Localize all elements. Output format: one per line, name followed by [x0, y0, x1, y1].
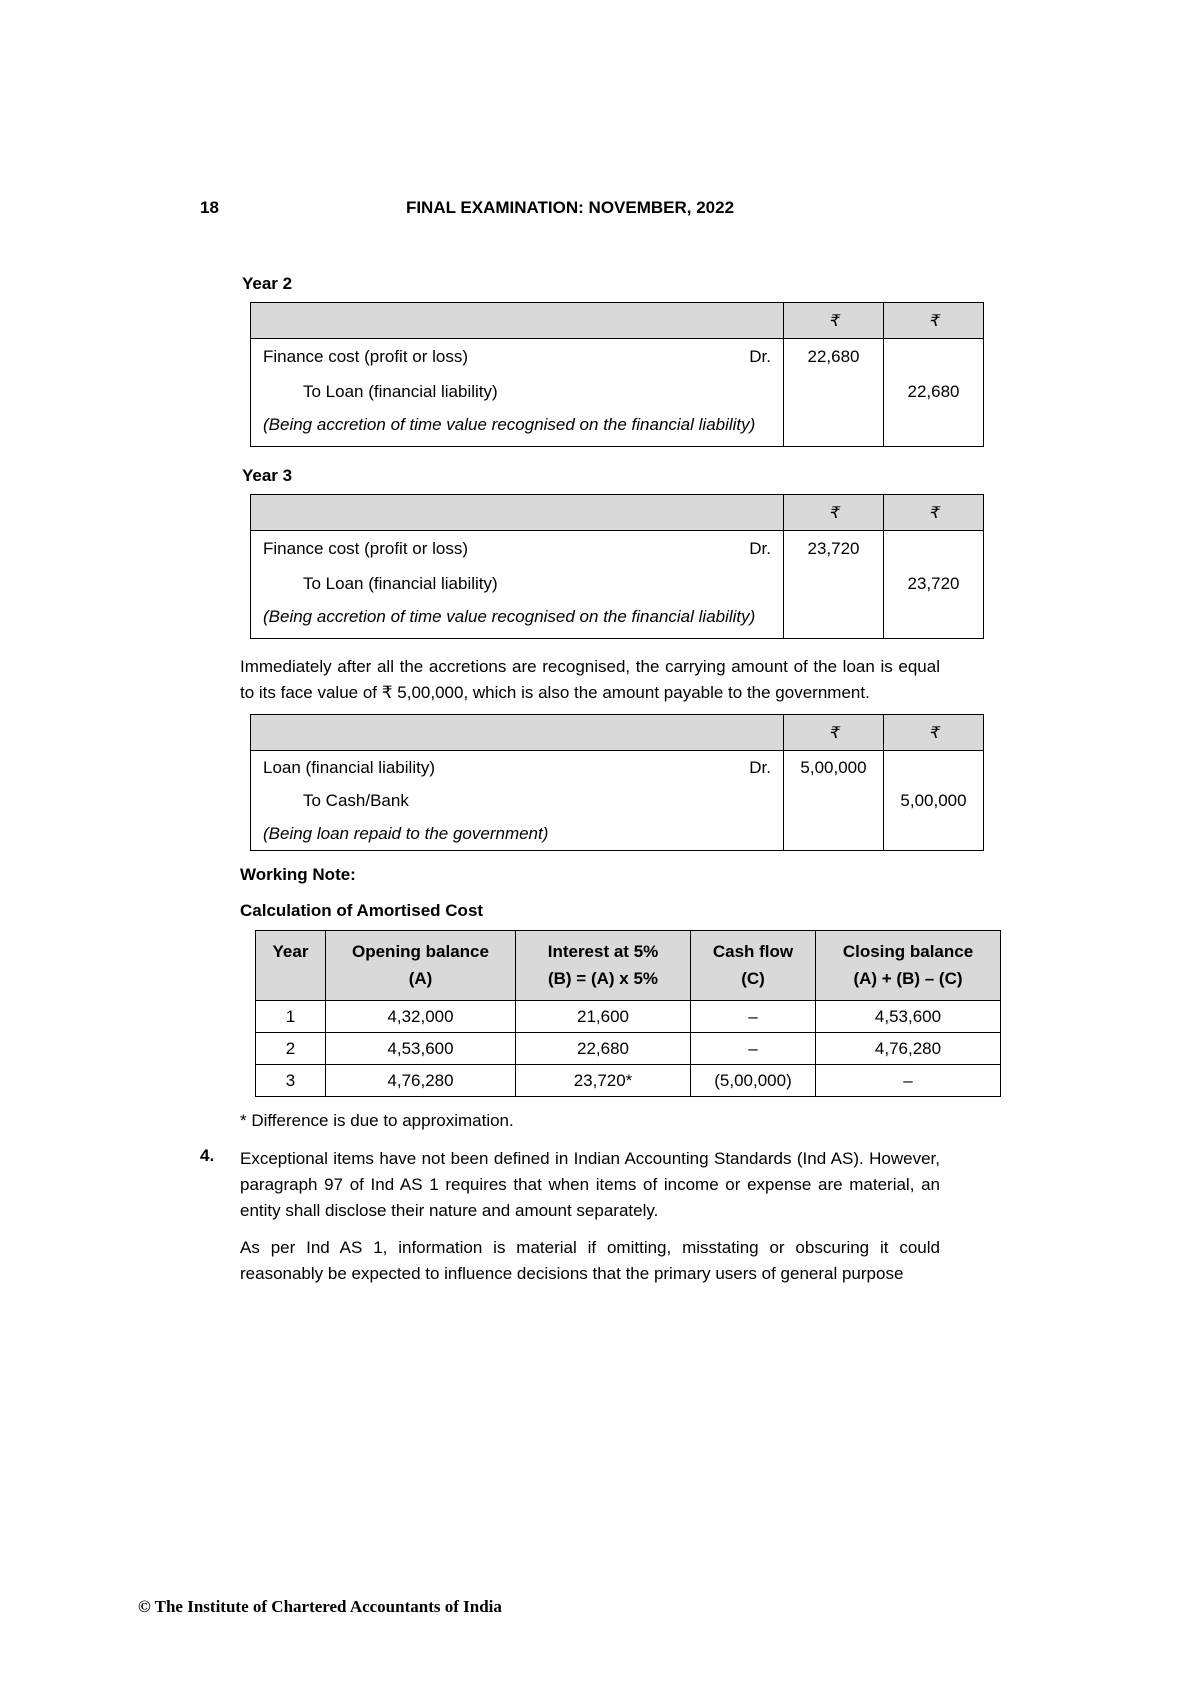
year3-heading: Year 3	[242, 466, 293, 485]
narration: (Being accretion of time value recognised on the financial liability)	[263, 607, 756, 626]
journal-table-year3	[250, 494, 984, 639]
debit-rupee-symbol: ₹	[828, 724, 839, 742]
cell-year: 2	[256, 1033, 326, 1065]
col-header-line: Cash flow	[712, 942, 794, 961]
col-header-line: Opening balance	[352, 942, 489, 961]
col-header-line: (C)	[741, 969, 765, 988]
page-title: FINAL EXAMINATION: NOVEMBER, 2022	[405, 198, 735, 217]
cell-year: 3	[256, 1065, 326, 1097]
debit-rupee-symbol: ₹	[828, 504, 839, 522]
debit-account: Finance cost (profit or loss)	[263, 539, 469, 558]
cell-interest: 23,720*	[516, 1065, 691, 1097]
col-header-cash-flow	[691, 931, 816, 1001]
cell-cash-flow: (5,00,000)	[691, 1065, 816, 1097]
col-header-line: (A) + (B) – (C)	[853, 969, 963, 988]
col-header-line: Closing balance	[842, 942, 974, 961]
journal-body-row	[251, 531, 984, 639]
cell-closing-balance: 4,53,600	[816, 1001, 1001, 1033]
working-note-heading: Working Note:	[240, 865, 356, 884]
journal-header-row	[251, 303, 984, 339]
table-row	[256, 1033, 1001, 1065]
narration: (Being accretion of time value recognised on the financial liability)	[263, 415, 756, 434]
col-header-opening-balance	[326, 931, 516, 1001]
debit-amount: 22,680	[807, 347, 860, 366]
journal-body-row	[251, 751, 984, 851]
item-4-paragraphs	[240, 1146, 940, 1287]
cell-opening-balance: 4,53,600	[326, 1033, 516, 1065]
journal-table-year2	[250, 302, 984, 447]
approximation-footnote: * Difference is due to approximation.	[240, 1111, 514, 1130]
item-4-paragraph-1: Exceptional items have not been defined in Indian Accounting Standards (Ind AS). However, paragraph 97 of Ind AS 1 requires that when items of income or expense are material, an entity shall disclose their nature and amount separately.	[240, 1149, 940, 1220]
debit-rupee-symbol: ₹	[828, 312, 839, 330]
amortised-cost-heading: Calculation of Amortised Cost	[240, 901, 484, 920]
cell-closing-balance: 4,76,280	[816, 1033, 1001, 1065]
cell-year: 1	[256, 1001, 326, 1033]
col-header-line: (A)	[408, 969, 433, 988]
page-number: 18	[200, 198, 219, 217]
dr-label: Dr.	[749, 758, 771, 777]
cell-interest: 21,600	[516, 1001, 691, 1033]
col-header-line: Year	[272, 942, 309, 961]
cell-closing-balance: –	[816, 1065, 1001, 1097]
item-4-paragraph-2: As per Ind AS 1, information is material if omitting, misstating or obscuring it could reasonably be expected to influence decisions that the primary users of general purpose	[240, 1238, 940, 1283]
credit-rupee-symbol: ₹	[928, 312, 939, 330]
col-header-interest	[516, 931, 691, 1001]
amortised-cost-table	[255, 930, 1001, 1097]
debit-account: Loan (financial liability)	[263, 758, 435, 777]
credit-amount-spacer	[884, 751, 983, 784]
table-row	[256, 1001, 1001, 1033]
credit-amount: 5,00,000	[900, 791, 967, 810]
description-header-cell	[251, 303, 784, 339]
cell-cash-flow: –	[691, 1033, 816, 1065]
journal-table-repayment	[250, 714, 984, 851]
cell-interest: 22,680	[516, 1033, 691, 1065]
credit-amount: 23,720	[907, 574, 960, 593]
col-header-closing-balance	[816, 931, 1001, 1001]
credit-amount-spacer	[884, 531, 983, 566]
accretion-paragraph: Immediately after all the accretions are recognised, the carrying amount of the loan is equal to its face value of ₹ 5,00,000, which is also the amount payable to the government.	[240, 657, 940, 702]
description-header-cell	[251, 495, 784, 531]
description-header-cell	[251, 715, 784, 751]
journal-body-row	[251, 339, 984, 447]
credit-account: To Loan (financial liability)	[303, 382, 498, 401]
amortised-table-header-row	[256, 931, 1001, 1001]
item-4	[200, 1146, 1010, 1287]
credit-amount: 22,680	[907, 382, 960, 401]
narration: (Being loan repaid to the government)	[263, 824, 549, 843]
col-header-year	[256, 931, 326, 1001]
credit-rupee-symbol: ₹	[928, 724, 939, 742]
dr-label: Dr.	[749, 347, 771, 366]
cell-opening-balance: 4,32,000	[326, 1001, 516, 1033]
debit-account: Finance cost (profit or loss)	[263, 347, 469, 366]
credit-account: To Cash/Bank	[303, 791, 409, 810]
credit-amount-spacer	[884, 339, 983, 374]
journal-header-row	[251, 715, 984, 751]
cell-opening-balance: 4,76,280	[326, 1065, 516, 1097]
journal-header-row	[251, 495, 984, 531]
debit-amount: 5,00,000	[800, 758, 867, 777]
page-header	[200, 198, 940, 220]
item-4-number: 4.	[200, 1146, 215, 1165]
credit-rupee-symbol: ₹	[928, 504, 939, 522]
dr-label: Dr.	[749, 539, 771, 558]
credit-account: To Loan (financial liability)	[303, 574, 498, 593]
year2-heading: Year 2	[242, 274, 293, 293]
page-footer: © The Institute of Chartered Accountants of India	[138, 1597, 502, 1616]
cell-cash-flow: –	[691, 1001, 816, 1033]
page-content	[200, 198, 1010, 1287]
col-header-line: (B) = (A) x 5%	[547, 969, 659, 988]
debit-amount: 23,720	[807, 539, 860, 558]
table-row	[256, 1065, 1001, 1097]
col-header-line: Interest at 5%	[547, 942, 659, 961]
